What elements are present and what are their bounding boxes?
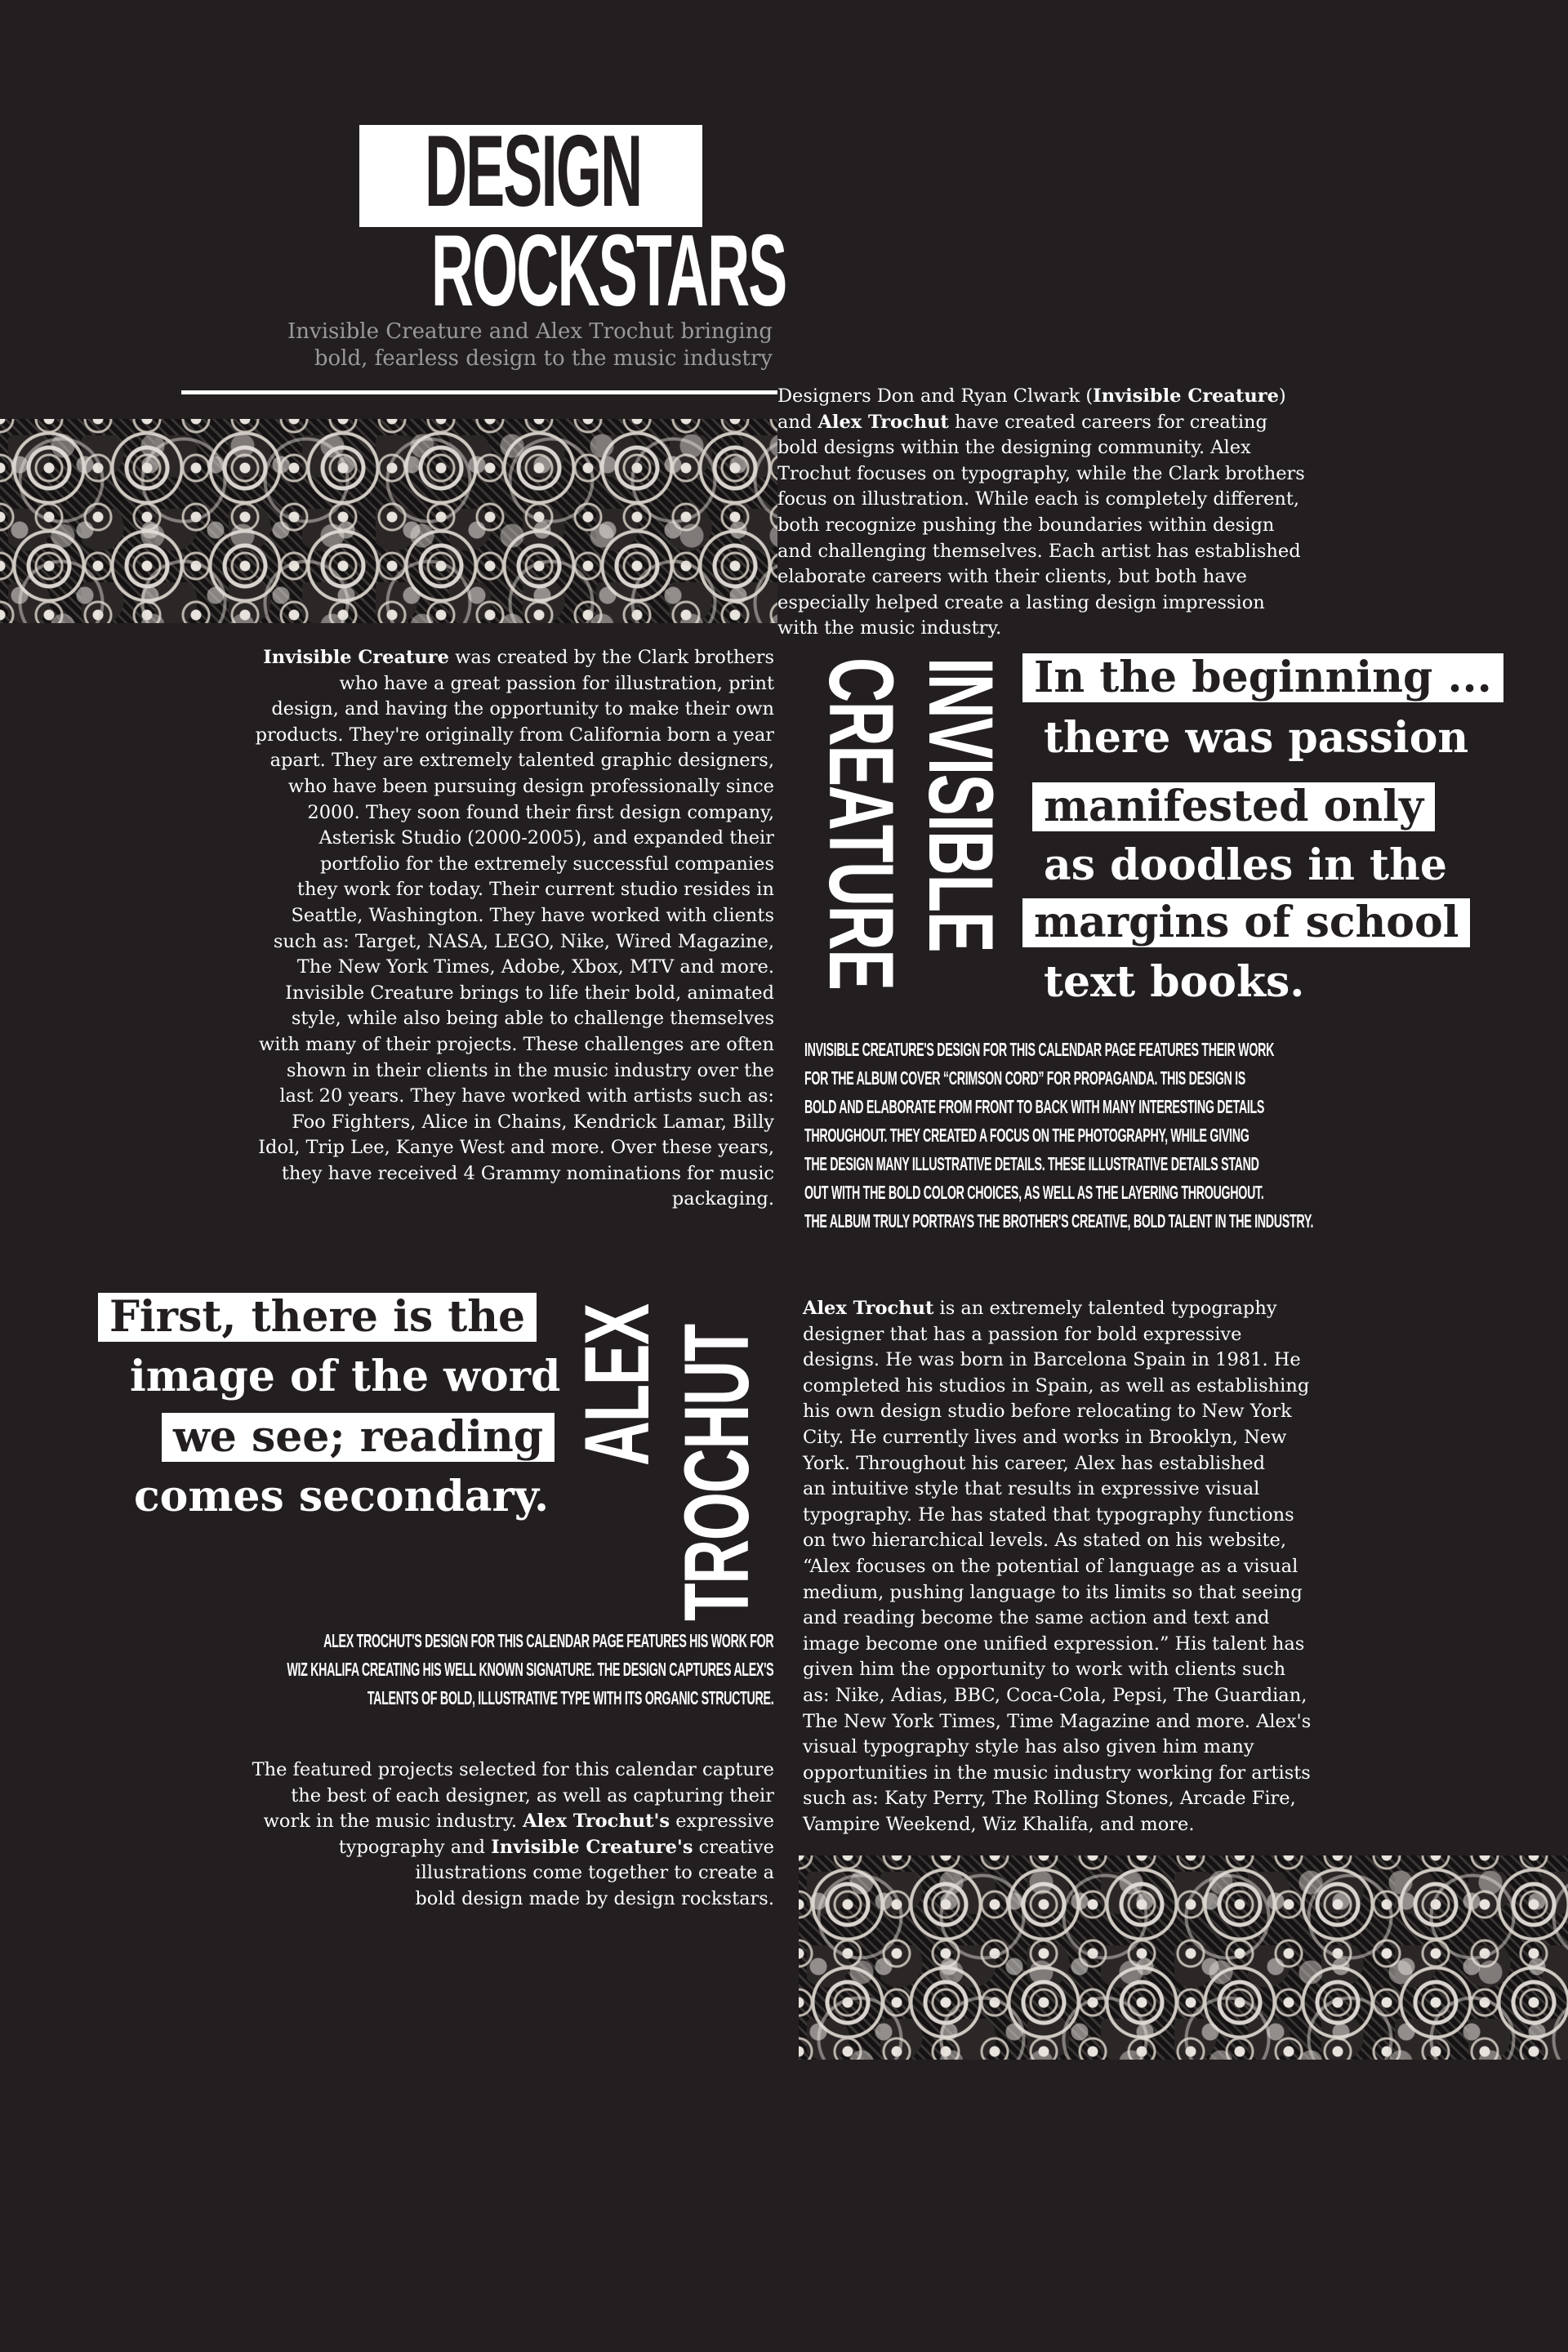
ic-quote-line6: text books. bbox=[1044, 957, 1305, 1007]
invisible-creature-name-line2: CREATURE bbox=[810, 657, 912, 990]
at-quote-line1: First, there is the bbox=[98, 1293, 537, 1342]
alex-trochut-name-line2: TROCHUT bbox=[666, 1325, 768, 1621]
at-quote-line4: comes secondary. bbox=[134, 1472, 550, 1521]
ic-caption: INVISIBLE CREATURE'S DESIGN FOR THIS CALENDAR PAGE FEATURES THEIR WORK FOR THE ALBUM COVER “CRIMSON CORD” FOR PROPAGANDA. THIS DESIGN IS BOLD AND ELABORATE FROM FRONT TO BACK WITH MANY INTERESTING DETAILS THROUGHOUT. THEY CREATED A FOCUS ON THE PHOTOGRAPHY, WHILE GIVING THE DESIGN MANY ILLUSTRATIVE DETAILS. THESE ILLUSTRATIVE DETAILS STAND OUT WITH THE BOLD COLOR CHOICES, AS WELL AS THE LAYERING THROUGHOUT. THE ALBUM TRULY PORTRAYS THE BROTHER'S CREATIVE, BOLD TALENT IN THE INDUSTRY. bbox=[804, 1039, 1314, 1232]
ic-quote-line3: manifested only bbox=[1032, 782, 1435, 831]
at-quote-line3: we see; reading bbox=[162, 1413, 555, 1462]
intro-text: Designers Don and Ryan Clwark (Invisible Creature) and Alex Trochut have created careers for creating bold designs within the designing community. Alex Trochut focuses on typography, while the Clark brothers focus on illustration. While each is completely different, both recognize pushing the boundaries within design and challenging themselves. Each artist has established elaborate careers with their clients, but both have especially helped create a lasting design impression with the music industry. bbox=[777, 385, 1305, 639]
at-quote-line2: image of the word bbox=[130, 1352, 561, 1401]
page-title-line1: DESIGN bbox=[425, 115, 642, 228]
invisible-creature-name-line1: INVISIBLE bbox=[910, 657, 1012, 952]
paisley-pattern-image-bottom bbox=[799, 1855, 1568, 2060]
page-title-line2: ROCKSTARS bbox=[431, 215, 786, 327]
subtitle-line2: bold, fearless design to the music industry bbox=[314, 346, 773, 371]
title-rule bbox=[181, 390, 777, 394]
paisley-pattern-image-top bbox=[0, 419, 777, 623]
subtitle bbox=[147, 318, 773, 372]
conclusion-text: The featured projects selected for this calendar capture the best of each designer, as well as capturing their work in the music industry. Alex Trochut's expressive typography and Invisible Creature's creative illustrations come together to create a bold design made by design rockstars. bbox=[252, 1759, 774, 1909]
invisible-creature-bio: Invisible Creature was created by the Clark brothers who have a great passion for illustration, print design, and having the opportunity to make their own products. They're originally from California born a year apart. They are extremely talented graphic designers, who have been pursuing design professionally since 2000. They soon found their first design company, Asterisk Studio (2000-2005), and expanded their portfolio for the extremely successful companies they work for today. Their current studio resides in Seattle, Washington. They have worked with clients such as: Target, NASA, LEGO, Nike, Wired Magazine, The New York Times, Adobe, Xbox, MTV and more. Invisible Creature brings to life their bold, animated style, while also being able to challenge themselves with many of their projects. These challenges are often shown in their clients in the music industry over the last 20 years. They have worked with artists such as: Foo Fighters, Alice in Chains, Kendrick Lamar, Billy Idol, Trip Lee, Kanye West and more. Over these years, they have received 4 Grammy nominations for music packaging. bbox=[255, 647, 774, 1210]
ic-quote-line5: margins of school bbox=[1022, 898, 1470, 947]
ic-quote-line1: In the beginning ... bbox=[1022, 653, 1503, 702]
subtitle-line1: Invisible Creature and Alex Trochut bringing bbox=[287, 319, 773, 344]
alex-trochut-bio: Alex Trochut is an extremely talented typography designer that has a passion for bold expressive designs. He was born in Barcelona Spain in 1981. He completed his studios in Spain, as well as establishing his own design studio before relocating to New York City. He currently lives and works in Brooklyn, New York. Throughout his career, Alex has established an intuitive style that results in expressive visual typography. He has stated that typography functions on two hierarchical levels. As stated on his website, “Alex focuses on the potential of language as a visual medium, pushing language to its limits so that seeing and reading become the same action and text and image become one unified expression.” His talent has given him the opportunity to work with clients such as: Nike, Adias, BBC, Coca-Cola, Pepsi, The Guardian, The New York Times, Time Magazine and more. Alex's visual typography style has also given him many opportunities in the music industry working for artists such as: Katy Perry, The Rolling Stones, Arcade Fire, Vampire Weekend, Wiz Khalifa, and more. bbox=[803, 1298, 1312, 1835]
ic-quote-line4: as doodles in the bbox=[1044, 840, 1447, 890]
at-caption: ALEX TROCHUT'S DESIGN FOR THIS CALENDAR PAGE FEATURES HIS WORK FOR WIZ KHALIFA CREATING HIS WELL KNOWN SIGNATURE. THE DESIGN CAPTURES ALEX'S TALENTS OF BOLD, ILLUSTRATIVE TYPE WITH ITS ORGANIC STRUCTURE. bbox=[286, 1630, 773, 1708]
ic-quote-line2: there was passion bbox=[1044, 713, 1469, 763]
alex-trochut-name-line1: ALEX bbox=[566, 1304, 668, 1466]
